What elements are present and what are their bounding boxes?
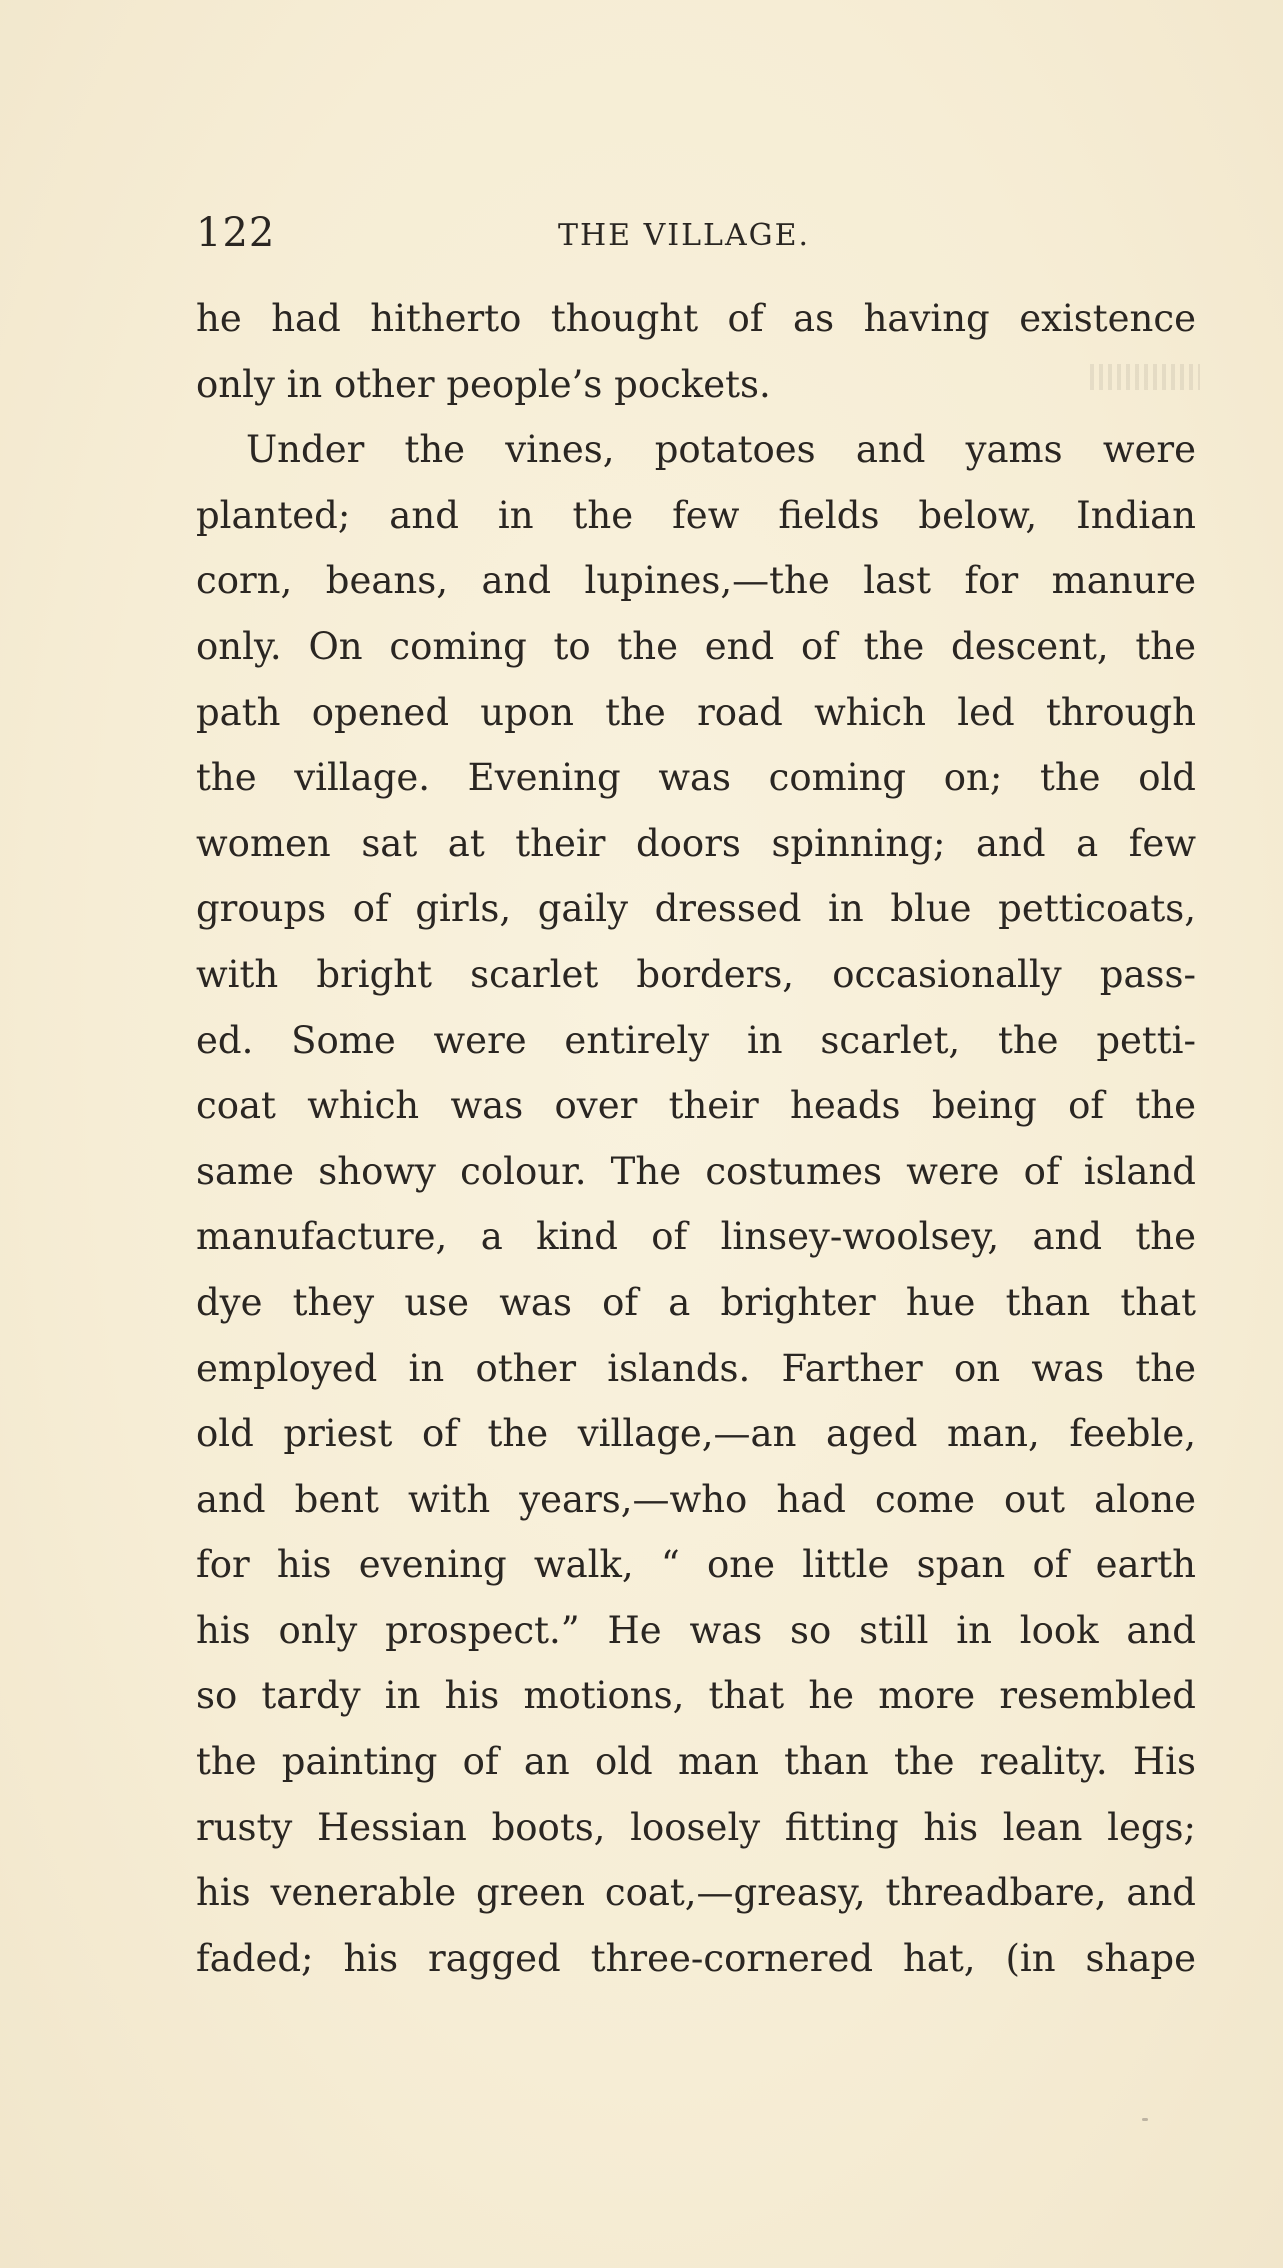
text-line: dye they use was of a brighter hue than that (196, 1280, 1196, 1324)
text-line: faded; his ragged three-cornered hat, (in shape (196, 1936, 1196, 1980)
text-line: his venerable green coat,—greasy, threadbare, and (196, 1871, 1196, 1915)
text-line: Under the vines, potatoes and yams were (246, 428, 1196, 472)
text-line: planted; and in the few fields below, Indian (196, 493, 1196, 537)
text-line: and bent with years,—who had come out alone (196, 1477, 1196, 1521)
text-line: manufacture, a kind of linsey-woolsey, and the (196, 1215, 1196, 1259)
running-head: THE VILLAGE. (558, 218, 811, 253)
text-line: his only prospect.” He was so still in look and (196, 1608, 1196, 1652)
text-line: the painting of an old man than the reality. His (196, 1740, 1196, 1784)
text-line: ed. Some were entirely in scarlet, the petti- (196, 1018, 1196, 1062)
text-line: corn, beans, and lupines,—the last for manure (196, 559, 1196, 603)
text-line: the village. Evening was coming on; the old (196, 756, 1196, 800)
text-line: old priest of the village,—an aged man, feeble, (196, 1412, 1196, 1456)
text-line: rusty Hessian boots, loosely fitting his lean legs; (196, 1805, 1196, 1849)
text-line: groups of girls, gaily dressed in blue petticoats, (196, 887, 1196, 931)
text-line: employed in other islands. Farther on was the (196, 1346, 1196, 1390)
text-line: same showy colour. The costumes were of island (196, 1149, 1196, 1193)
text-line: with bright scarlet borders, occasionally pass- (196, 952, 1196, 996)
page-number: 122 (196, 210, 276, 256)
page-header (196, 210, 1196, 260)
text-line: only in other people’s pockets. (196, 362, 771, 406)
text-line: he had hitherto thought of as having existence (196, 297, 1196, 340)
text-line: for his evening walk, “ one little span of earth (196, 1543, 1196, 1587)
body-text (196, 286, 1196, 1991)
text-line: women sat at their doors spinning; and a few (196, 821, 1196, 865)
text-line: only. On coming to the end of the descent, the (196, 624, 1196, 668)
text-line: coat which was over their heads being of the (196, 1084, 1196, 1128)
paper-speck (1142, 2118, 1148, 2121)
text-line: so tardy in his motions, that he more resembled (196, 1674, 1196, 1718)
text-line: path opened upon the road which led through (196, 690, 1196, 734)
